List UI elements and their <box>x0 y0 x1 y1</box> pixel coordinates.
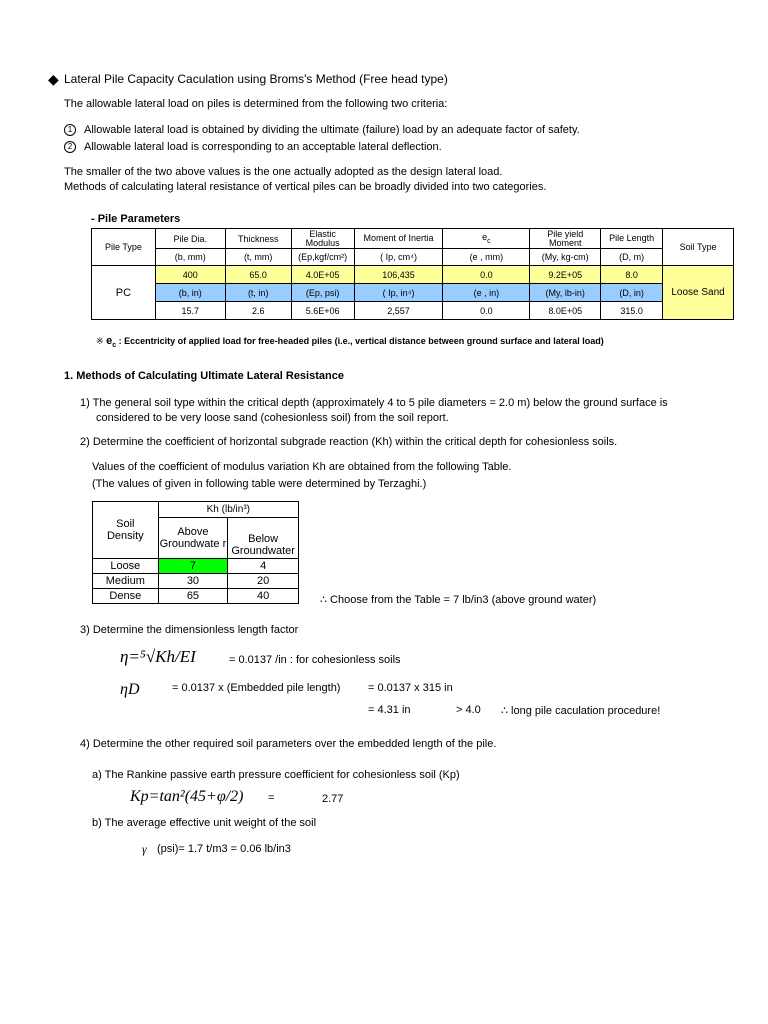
kh-below-dense: 40 <box>228 589 299 604</box>
imperial-value: 15.7 <box>155 302 225 320</box>
col-eccentricity-sub: c <box>487 237 491 245</box>
kh-above-loose: 7 <box>158 559 228 574</box>
imperial-unit: (Ep, psi) <box>291 284 354 302</box>
metric-value: 0.0 <box>443 266 530 284</box>
metric-value: 106,435 <box>354 266 443 284</box>
note-text: : Eccentricity of applied load for free-headed piles (i.e., vertical distance between ground surface and lateral load) <box>118 336 604 346</box>
pile-type-value: PC <box>92 266 156 320</box>
imperial-value: 5.6E+06 <box>291 302 354 320</box>
section3-heading: 3) Determine the dimensionless length factor <box>80 624 299 636</box>
kh-below-medium: 20 <box>228 574 299 589</box>
kh-above-medium: 30 <box>158 574 228 589</box>
metric-value: 400 <box>155 266 225 284</box>
kh-density-dense: Dense <box>93 589 159 604</box>
intro-line1: The allowable lateral load on piles is determined from the following two criteria: <box>64 98 448 110</box>
imperial-unit: (D, in) <box>601 284 663 302</box>
criterion-2-text: Allowable lateral load is corresponding to an acceptable lateral deflection. <box>84 141 442 153</box>
note-e-sub: c <box>112 341 117 349</box>
kh-header: Kh (lb/in³) <box>158 502 298 518</box>
note-e: e <box>106 335 113 347</box>
imperial-unit: (b, in) <box>155 284 225 302</box>
eta-d-symbol: ηD <box>120 681 140 698</box>
imperial-value: 0.0 <box>443 302 530 320</box>
circle-number-1: 1 <box>64 124 76 136</box>
section4-b: b) The average effective unit weight of the soil <box>92 817 317 829</box>
imperial-value: 315.0 <box>601 302 663 320</box>
eta-equation: η=⁵√Kh/EI <box>120 647 196 666</box>
pile-parameters-table <box>91 228 734 320</box>
s2-line: 2) Determine the coefficient of horizontal subgrade reaction (Kh) within the critical depth for cohesionless soils. <box>80 436 618 448</box>
kh-below-header: Below Groundwater <box>228 518 299 559</box>
col-eccentricity <box>443 229 530 249</box>
kp-equals: = <box>268 792 275 804</box>
imperial-value: 2,557 <box>354 302 443 320</box>
kp-value: 2.77 <box>322 793 344 805</box>
circle-number-2: 2 <box>64 141 76 153</box>
kh-soil-density-header: Soil Density <box>93 502 159 559</box>
s2-sub1: Values of the coefficient of modulus variation Kh are obtained from the following Table. <box>92 461 512 473</box>
kp-equation: Kp=tan²(45+φ/2) <box>130 788 244 805</box>
imperial-unit: (My, lb-in) <box>530 284 601 302</box>
metric-value: 65.0 <box>225 266 291 284</box>
col-thickness: Thickness <box>225 229 291 249</box>
imperial-unit: (e , in) <box>443 284 530 302</box>
s2-sub2: (The values of given in following table were determined by Terzaghi.) <box>92 478 427 490</box>
imperial-unit: (t, in) <box>225 284 291 302</box>
kh-above-dense: 65 <box>158 589 228 604</box>
eta-d-calc: = 0.0137 x 315 in <box>368 682 453 694</box>
intro-line2: The smaller of the two above values is the one actually adopted as the design lateral load. <box>64 166 503 178</box>
gamma-symbol: γ <box>142 842 147 856</box>
criterion-1 <box>64 124 580 136</box>
unit-d-m: (D, m) <box>601 249 663 266</box>
eta-d-conclusion: ∴ long pile caculation procedure! <box>501 705 661 717</box>
section4-heading: 4) Determine the other required soil parameters over the embedded length of the pile. <box>80 738 497 750</box>
eta-d-result: = 4.31 in <box>368 704 411 716</box>
col-yield-moment: Pile yield Moment <box>530 229 601 249</box>
kh-choose-note: ∴ Choose from the Table = 7 lb/in3 (above ground water) <box>320 594 597 606</box>
eta-value: = 0.0137 /in : for cohesionless soils <box>229 654 401 666</box>
imperial-value: 8.0E+05 <box>530 302 601 320</box>
unit-ip-cm: ( Ip, cm⁴) <box>354 249 443 266</box>
intro-line3: Methods of calculating lateral resistance of vertical piles can be broadly divided into two categories. <box>64 181 547 193</box>
unit-my-kg: (My, kg-cm) <box>530 249 601 266</box>
gamma-value: (psi)= 1.7 t/m3 = 0.06 lb/in3 <box>157 843 291 855</box>
pile-params-heading: - Pile Parameters <box>91 213 181 225</box>
eta-d-compare: > 4.0 <box>456 704 481 716</box>
s1-line2: considered to be very loose sand (cohesionless soil) from the soil report. <box>96 412 449 424</box>
kh-density-loose: Loose <box>93 559 159 574</box>
section4-a: a) The Rankine passive earth pressure coefficient for cohesionless soil (Kp) <box>92 769 460 781</box>
col-pile-length: Pile Length <box>601 229 663 249</box>
unit-thk-mm: (t, mm) <box>225 249 291 266</box>
soil-type-value: Loose Sand <box>663 266 734 320</box>
note-mark: ※ <box>96 336 104 346</box>
unit-e-mm: (e , mm) <box>443 249 530 266</box>
metric-value: 8.0 <box>601 266 663 284</box>
kh-below-loose: 4 <box>228 559 299 574</box>
kh-above-header: Above Groundwate r <box>158 518 228 559</box>
eta-d-expression: = 0.0137 x (Embedded pile length) <box>172 682 341 694</box>
col-eccentricity-label: e <box>482 232 488 243</box>
section1-heading: 1. Methods of Calculating Ultimate Lateral Resistance <box>64 370 344 382</box>
col-pile-dia: Pile Dia. <box>155 229 225 249</box>
eccentricity-note <box>96 335 604 349</box>
imperial-unit: ( Ip, in⁴) <box>354 284 443 302</box>
col-elastic-modulus: Elastic Modulus <box>291 229 354 249</box>
unit-dia-mm: (b, mm) <box>155 249 225 266</box>
metric-value: 4.0E+05 <box>291 266 354 284</box>
s1-line1: 1) The general soil type within the critical depth (approximately 4 to 5 pile diameters = 2.0 m) below the ground surface is <box>80 397 668 409</box>
header-bullet: ◆ <box>48 71 59 87</box>
kh-density-medium: Medium <box>93 574 159 589</box>
col-pile-type: Pile Type <box>92 229 156 266</box>
criterion-2 <box>64 141 442 153</box>
metric-value: 9.2E+05 <box>530 266 601 284</box>
col-moment-inertia: Moment of Inertia <box>354 229 443 249</box>
kh-table <box>92 501 299 604</box>
imperial-value: 2.6 <box>225 302 291 320</box>
page-title: Lateral Pile Capacity Caculation using Broms's Method (Free head type) <box>64 72 448 86</box>
col-soil-type: Soil Type <box>663 229 734 266</box>
unit-ep-kgf: (Ep,kgf/cm²) <box>291 249 354 266</box>
criterion-1-text: Allowable lateral load is obtained by dividing the ultimate (failure) load by an adequate factor of safety. <box>84 124 580 136</box>
